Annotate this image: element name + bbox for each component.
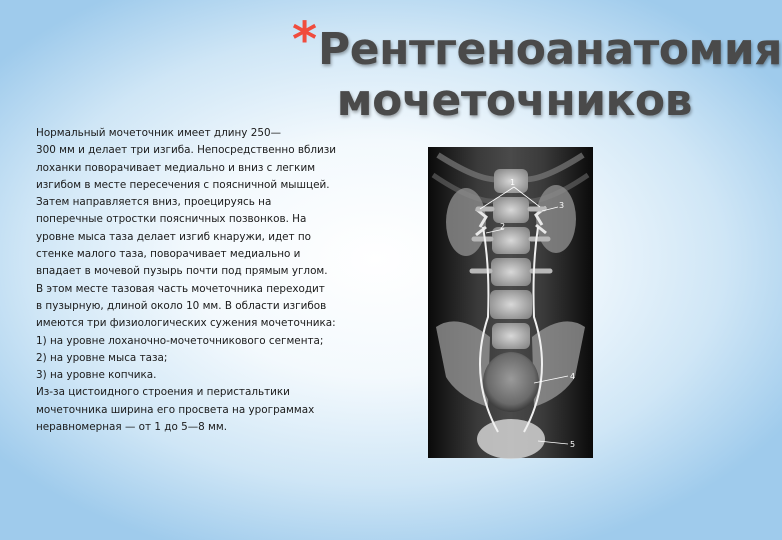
body-line: 300 мм и делает три изгиба. Непосредственно вблизи — [36, 144, 337, 157]
sacrum — [483, 352, 539, 412]
title-line: Рентгеноанатомия — [318, 24, 782, 75]
body-line: 3) на уровне копчика. — [36, 369, 157, 382]
body-line: лоханки поворачивает медиально и вниз с легким — [36, 161, 316, 174]
body-line: изгибом в месте пересечения с поясничной мышцей. — [36, 178, 330, 191]
title-line: мочеточников — [336, 75, 692, 126]
bladder — [477, 419, 545, 459]
body-line: имеются три физиологических сужения мочеточника: — [36, 317, 336, 330]
body-line: уровне мыса таза делает изгиб кнаружи, идет по — [36, 230, 312, 243]
body-line: в пузырную, длиной около 10 мм. В области изгибов — [36, 299, 327, 312]
right-kidney — [536, 185, 576, 253]
xray-label: 4 — [570, 372, 576, 381]
title-asterisk-icon: * — [292, 12, 318, 68]
body-line: Нормальный мочеточник имеет длину 250— — [36, 127, 281, 139]
body-line: неравномерная — от 1 до 5—8 мм. — [36, 421, 228, 434]
left-kidney — [446, 188, 486, 256]
body-line: В этом месте тазовая часть мочеточника переходит — [36, 282, 325, 295]
body-line: стенке малого таза, поворачивает медиально и — [36, 248, 301, 261]
body-line: мочеточника ширина его просвета на урограммах — [36, 403, 315, 416]
body-line: Из-за цистоидного строения и перистальтики — [36, 386, 290, 399]
xray-label: 1 — [510, 178, 516, 187]
xray-label: 3 — [559, 201, 565, 210]
body-line: 1) на уровне лоханочно-мочеточникового сегмента; — [36, 334, 324, 347]
body-line: поперечные отростки поясничных позвонков. На — [36, 213, 307, 226]
slide-title — [318, 24, 782, 126]
body-line: впадает в мочевой пузырь почти под прямым углом. — [36, 265, 328, 278]
xray-label: 2 — [500, 222, 506, 231]
xray-label: 5 — [570, 440, 576, 449]
body-text — [36, 125, 411, 436]
body-line: 2) на уровне мыса таза; — [36, 351, 168, 364]
body-line: Затем направляется вниз, проецируясь на — [36, 196, 272, 209]
xray-image — [428, 147, 593, 458]
